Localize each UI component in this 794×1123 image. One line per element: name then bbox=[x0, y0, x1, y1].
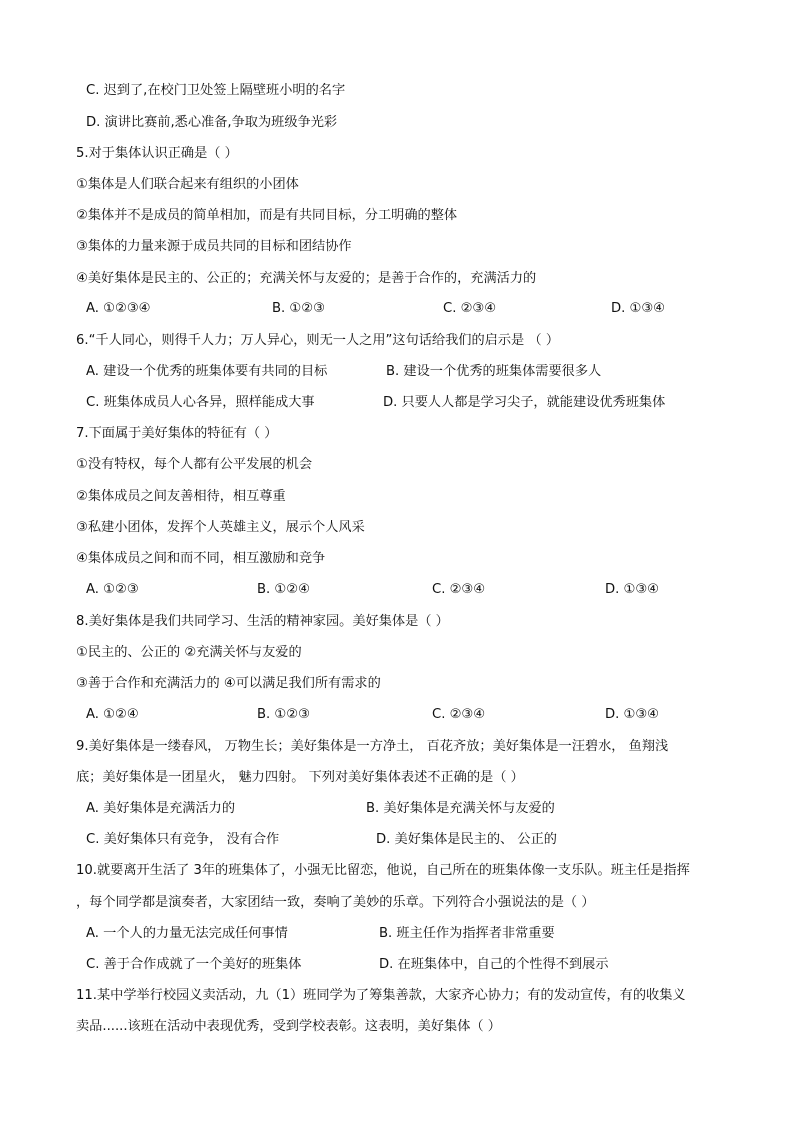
q5-option-a: A. ①②③④ bbox=[86, 301, 151, 316]
q5-statement-4: ④美好集体是民主的、公正的；充满关怀与友爱的；是善于合作的，充满活力的 bbox=[76, 271, 537, 286]
q8-option-d: D. ①③④ bbox=[605, 707, 660, 722]
q8-option-a: A. ①②④ bbox=[86, 707, 139, 722]
q4-option-d: D. 演讲比赛前,悉心准备,争取为班级争光彩 bbox=[86, 115, 338, 130]
q4-option-c: C. 迟到了,在校门卫处签上隔壁班小明的名字 bbox=[86, 83, 346, 98]
q7-option-b: B. ①②④ bbox=[257, 582, 310, 597]
q8-option-c: C. ②③④ bbox=[432, 707, 486, 722]
q10-option-d: D. 在班集体中，自己的个性得不到展示 bbox=[379, 957, 609, 972]
q10-option-a: A. 一个人的力量无法完成任何事情 bbox=[86, 926, 288, 941]
q9-option-a: A. 美好集体是充满活力的 bbox=[86, 801, 236, 816]
q6-option-a: A. 建设一个优秀的班集体要有共同的目标 bbox=[86, 364, 328, 379]
q5-statement-3: ③集体的力量来源于成员共同的目标和团结协作 bbox=[76, 239, 352, 254]
q5-stem: 5.对于集体认识正确是（ ） bbox=[76, 146, 238, 161]
q7-statement-4: ④集体成员之间和而不同，相互激励和竞争 bbox=[76, 551, 326, 566]
q11-stem-line-1: 11.某中学举行校园义卖活动，九（1）班同学为了筹集善款，大家齐心协力；有的发动宣传，有的收集义 bbox=[76, 988, 686, 1003]
q5-option-d: D. ①③④ bbox=[611, 301, 666, 316]
q6-option-b: B. 建设一个优秀的班集体需要很多人 bbox=[386, 364, 602, 379]
q7-statement-2: ②集体成员之间友善相待，相互尊重 bbox=[76, 489, 286, 504]
q8-stem: 8.美好集体是我们共同学习、生活的精神家园。美好集体是（ ） bbox=[76, 614, 449, 629]
q7-statement-3: ③私建小团体，发挥个人英雄主义，展示个人风采 bbox=[76, 520, 365, 535]
q7-option-d: D. ①③④ bbox=[605, 582, 660, 597]
q6-stem: 6.“千人同心，则得千人力；万人异心，则无一人之用”这句话给我们的启示是 （ ） bbox=[76, 333, 560, 348]
q5-statement-1: ①集体是人们联合起来有组织的小团体 bbox=[76, 177, 299, 192]
q10-stem-line-1: 10.就要离开生活了 3年的班集体了，小强无比留恋，他说，自己所在的班集体像一支乐队。班主任是指挥 bbox=[76, 863, 690, 878]
q6-option-c: C. 班集体成员人心各异，照样能成大事 bbox=[86, 395, 315, 410]
q5-option-c: C. ②③④ bbox=[443, 301, 497, 316]
q11-stem-line-2: 卖品......该班在活动中表现优秀，受到学校表彰。这表明，美好集体（ ） bbox=[76, 1019, 501, 1034]
q8-statement-row-2: ③善于合作和充满活力的 ④可以满足我们所有需求的 bbox=[76, 676, 381, 691]
q9-stem-line-1: 9.美好集体是一缕春风， 万物生长；美好集体是一方净土， 百花齐放；美好集体是一汪碧水， 鱼翔浅 bbox=[76, 739, 669, 754]
q6-option-d: D. 只要人人都是学习尖子，就能建设优秀班集体 bbox=[383, 395, 666, 410]
q10-stem-line-2: ，每个同学都是演奏者，大家团结一致，奏响了美妙的乐章。下列符合小强说法的是（ ） bbox=[76, 895, 595, 910]
q7-statement-1: ①没有特权，每个人都有公平发展的机会 bbox=[76, 457, 313, 472]
q9-option-d: D. 美好集体是民主的、 公正的 bbox=[376, 832, 557, 847]
q5-option-b: B. ①②③ bbox=[272, 301, 325, 316]
q8-statement-row-1: ①民主的、公正的 ②充满关怀与友爱的 bbox=[76, 645, 302, 660]
q7-stem: 7.下面属于美好集体的特征有（ ） bbox=[76, 426, 278, 441]
q8-option-b: B. ①②③ bbox=[257, 707, 310, 722]
q10-option-c: C. 善于合作成就了一个美好的班集体 bbox=[86, 957, 302, 972]
q9-option-b: B. 美好集体是充满关怀与友爱的 bbox=[366, 801, 555, 816]
q10-option-b: B. 班主任作为指挥者非常重要 bbox=[379, 926, 555, 941]
q7-option-a: A. ①②③ bbox=[86, 582, 139, 597]
q5-statement-2: ②集体并不是成员的简单相加，而是有共同目标，分工明确的整体 bbox=[76, 208, 458, 223]
q9-option-c: C. 美好集体只有竞争， 没有合作 bbox=[86, 832, 280, 847]
q7-option-c: C. ②③④ bbox=[432, 582, 486, 597]
q9-stem-line-2: 底；美好集体是一团星火， 魅力四射。 下列对美好集体表述不正确的是（ ） bbox=[76, 770, 524, 785]
